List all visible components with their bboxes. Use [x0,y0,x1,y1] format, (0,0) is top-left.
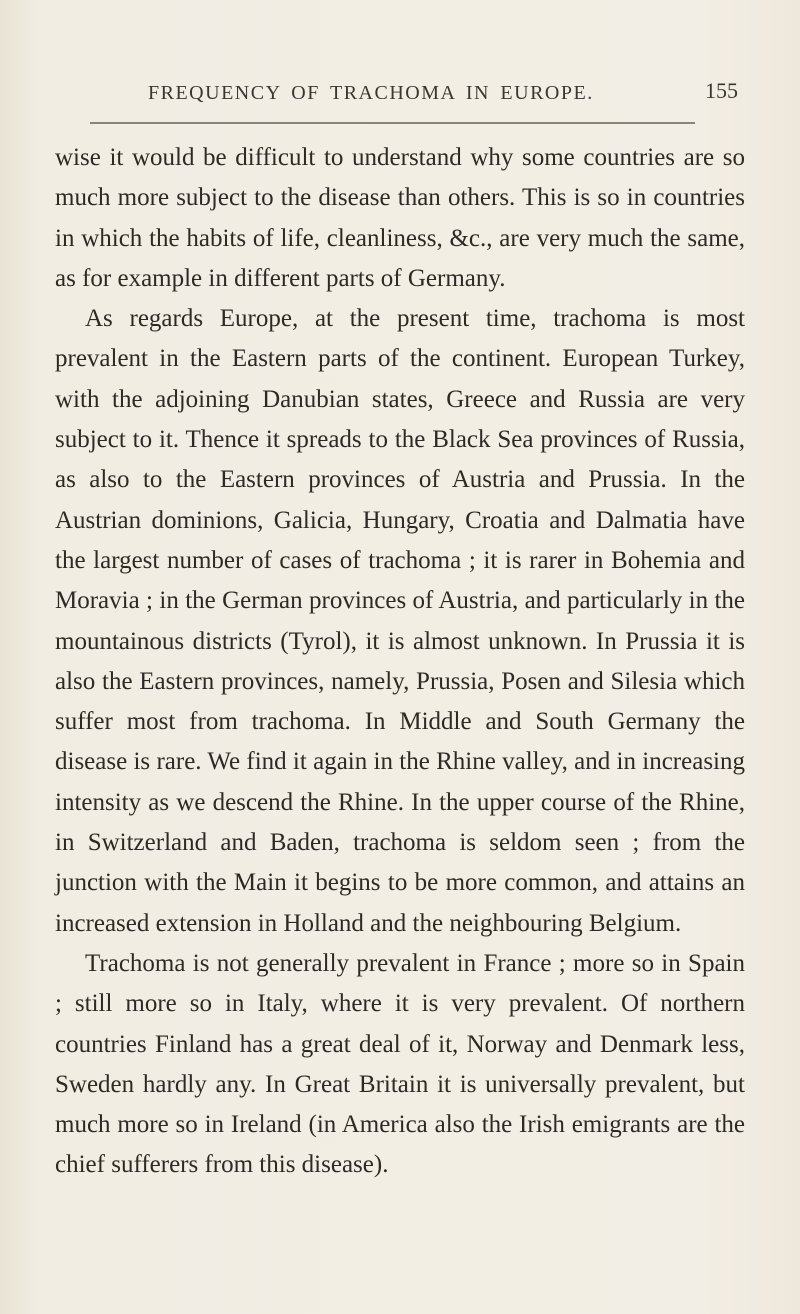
page-number: 155 [705,78,738,103]
running-title: FREQUENCY OF TRACHOMA IN EUROPE. [148,82,594,104]
header-rule [90,122,695,124]
paragraph-other-countries: Trachoma is not generally prevalent in France ; more so in Spain ; still more so in Italy, where it is very prevalent. Of northern countries Finland has a great deal of it, Norway and Denmark less, Sweden hardly any. In Great Britain it is universally prevalent, but much more so in Ireland (in America also the Irish emigrants are the chief sufferers from this disease). [55,949,745,1179]
body-text [55,138,745,1186]
paragraph-europe-distribution: As regards Europe, at the present time, trachoma is most prevalent in the Eastern parts of the continent. European Turkey, with the adjoining Danubian states, Greece and Russia are very subject to it. Thence it spreads to the Black Sea provinces of Russia, as also to the Eastern provinces of Austria and Prussia. In the Austrian dominions, Galicia, Hungary, Croatia and Dalmatia have the largest number of cases of trachoma ; it is rarer in Bohemia and Moravia ; in the German provinces of Austria, and particularly in the mountainous districts (Tyrol), it is almost unknown. In Prussia it is also the Eastern provinces, namely, Prussia, Posen and Silesia which suffer most from trachoma. In Middle and South Germany the disease is rare. We find it again in the Rhine valley, and in increasing intensity as we descend the Rhine. In the upper course of the Rhine, in Switzerland and Baden, trachoma is seldom seen ; from the junction with the Main it begins to be more common, and attains an increased extension in Holland and the neighbouring Belgium. [55,305,745,937]
running-head [148,78,738,122]
paragraph-continuation: wise it would be difficult to understand why some countries are so much more subject to the disease than others. This is so in countries in which the habits of life, cleanliness, &c., are very much the same, as for example in different parts of Germany. [55,144,745,292]
